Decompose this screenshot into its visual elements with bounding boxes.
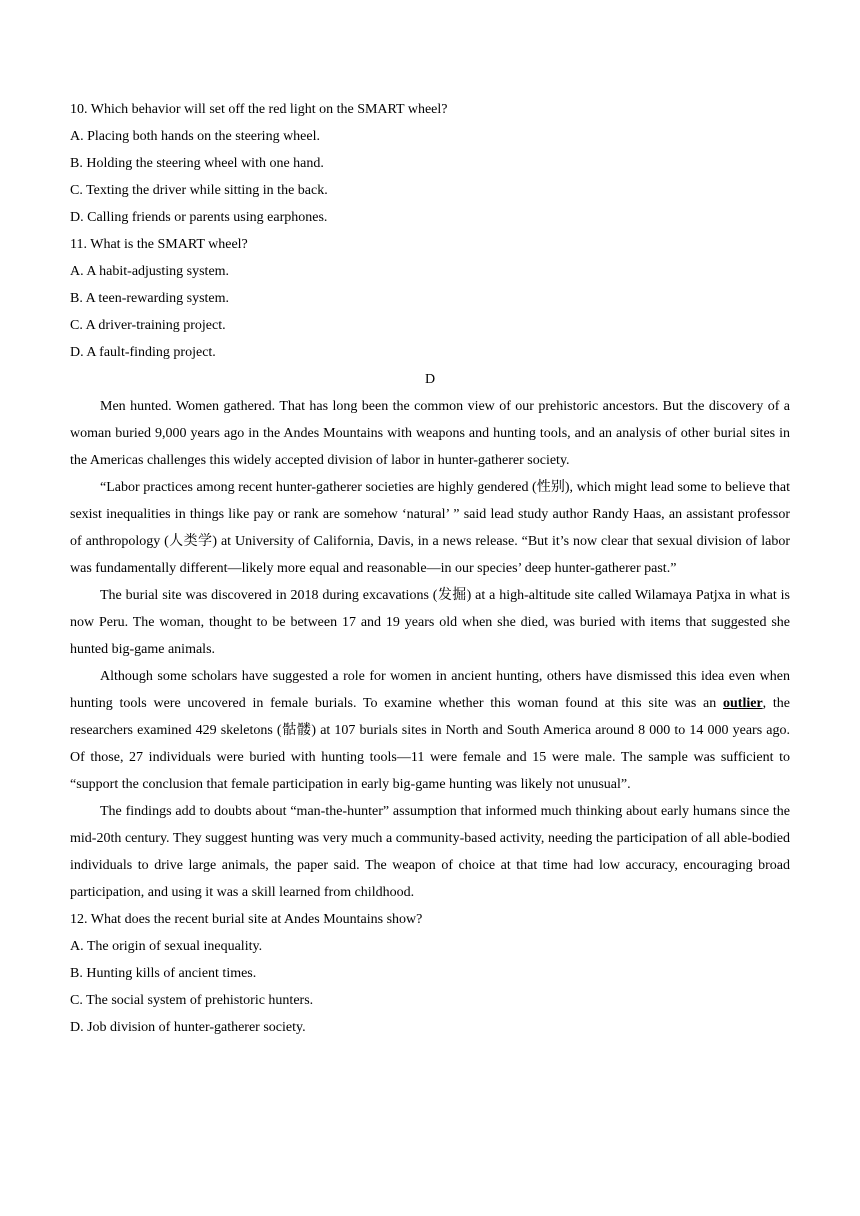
- passage-paragraph-3: The burial site was discovered in 2018 during excavations (发掘) at a high-altitude site called Wilamaya Patjxa in what is now Peru. The woman, thought to be between 17 and 19 years old when she died, was buried with items that suggested she hunted big-game animals.: [70, 588, 790, 657]
- passage-paragraph-2: “Labor practices among recent hunter-gatherer societies are highly gendered (性别), which might lead some to believe that sexist inequalities in things like pay or rank are somehow ‘natural’ ” said lead study author Randy Haas, an assistant professor of anthropology (人类学) at University of California, Davis, in a news release. “But it’s now clear that sexual division of labor was fundamentally different—likely more equal and reasonable—in our species’ deep hunter-gatherer past.”: [70, 480, 790, 576]
- underlined-word-outlier: outlier: [723, 696, 763, 711]
- question-10-option-a: A. Placing both hands on the steering wheel.: [70, 129, 321, 144]
- question-12-option-c: C. The social system of prehistoric hunters.: [70, 993, 314, 1008]
- passage-paragraph-4: [70, 663, 790, 798]
- question-10-option-c: C. Texting the driver while sitting in the back.: [70, 183, 328, 198]
- document-page: [70, 96, 790, 1041]
- passage-paragraph-5: The findings add to doubts about “man-the-hunter” assumption that informed much thinking about early humans since the mid-20th century. They suggest hunting was very much a community-based activity, needing the participation of all able-bodied individuals to drive large animals, the paper said. The weapon of choice at that time had low accuracy, encouraging broad participation, and using it was a skill learned from childhood.: [70, 804, 790, 900]
- question-11: 11. What is the SMART wheel?: [70, 237, 248, 252]
- question-12-option-d: D. Job division of hunter-gatherer society.: [70, 1020, 306, 1035]
- question-10-option-d: D. Calling friends or parents using earphones.: [70, 210, 328, 225]
- question-11-option-b: B. A teen-rewarding system.: [70, 291, 230, 306]
- passage-paragraph-1: Men hunted. Women gathered. That has long been the common view of our prehistoric ancestors. But the discovery of a woman buried 9,000 years ago in the Andes Mountains with weapons and hunting tools, and an analysis of other burial sites in the Americas challenges this widely accepted division of labor in hunter-gatherer society.: [70, 399, 790, 468]
- question-11-option-c: C. A driver-training project.: [70, 318, 226, 333]
- question-12-option-b: B. Hunting kills of ancient times.: [70, 966, 257, 981]
- question-11-option-a: A. A habit-adjusting system.: [70, 264, 230, 279]
- paragraph-4-text-after: , the researchers examined 429 skeletons (骷髅) at 107 burials sites in North and South America around 8 000 to 14 000 years ago. Of those, 27 individuals were buried with hunting tools—11 were female and 15 were male. The sample was sufficient to “support the conclusion that female participation in early big-game hunting was likely not unusual”.: [70, 696, 790, 792]
- question-10-option-b: B. Holding the steering wheel with one hand.: [70, 156, 324, 171]
- question-10: 10. Which behavior will set off the red light on the SMART wheel?: [70, 102, 448, 117]
- question-12: 12. What does the recent burial site at Andes Mountains show?: [70, 912, 423, 927]
- section-heading: D: [424, 372, 436, 387]
- paragraph-4-text-before: Although some scholars have suggested a role for women in ancient hunting, others have dismissed this idea even when hunting tools were uncovered in female burials. To examine whether this woman found at this site was an: [70, 669, 790, 711]
- question-12-option-a: A. The origin of sexual inequality.: [70, 939, 263, 954]
- question-11-option-d: D. A fault-finding project.: [70, 345, 216, 360]
